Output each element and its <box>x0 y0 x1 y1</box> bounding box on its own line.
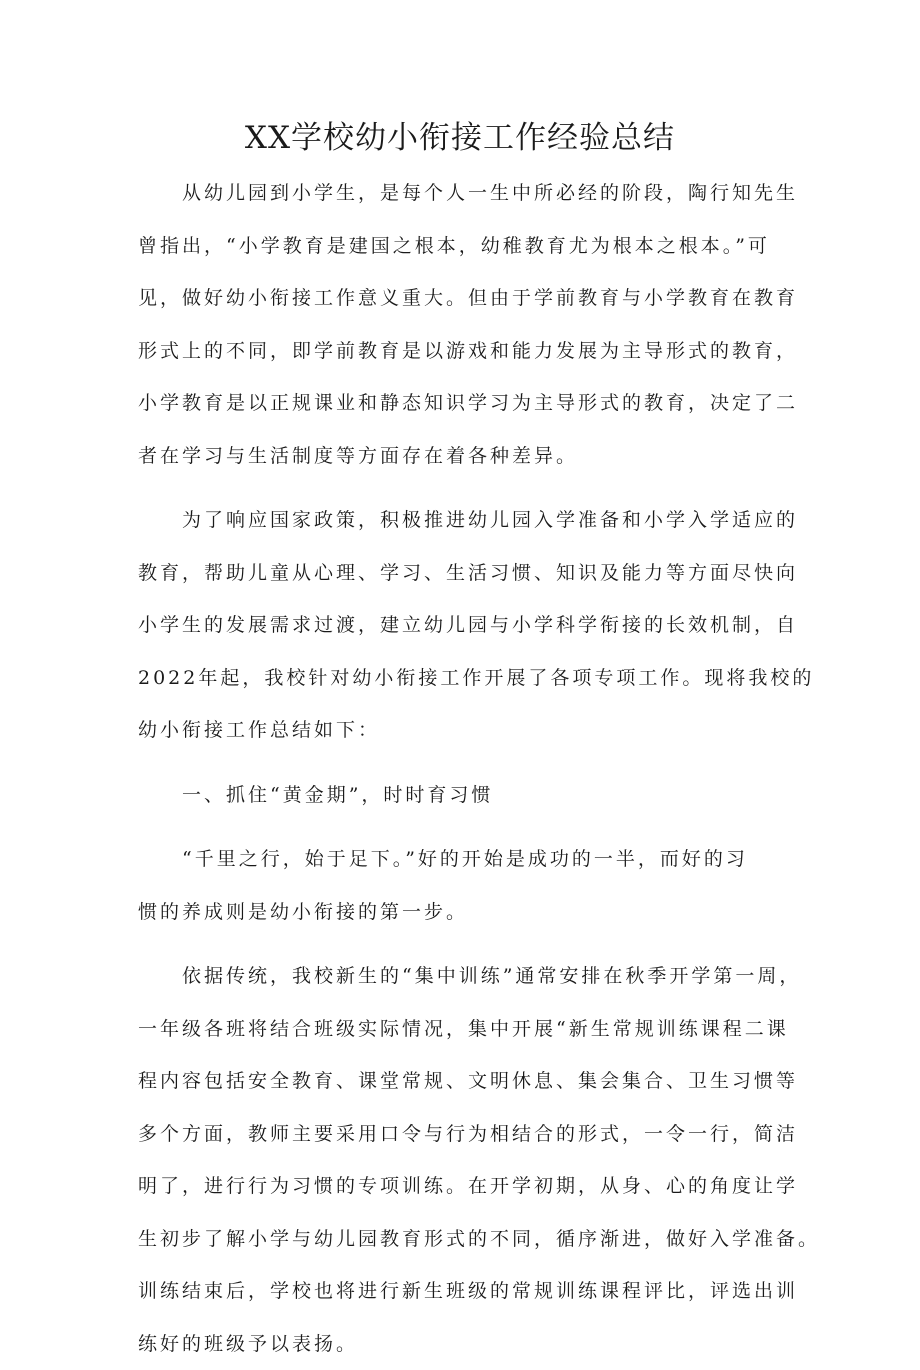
section-heading <box>138 769 798 822</box>
paragraph-3 <box>138 833 798 938</box>
heading-line: 一、抓住“黄金期”，时时育习惯 <box>138 769 798 822</box>
paragraph-gap <box>138 757 798 769</box>
text-line: 小学生的发展需求过渡，建立幼儿园与小学科学衔接的长效机制，自 <box>138 599 798 652</box>
paragraph-gap <box>138 482 798 494</box>
text-line: 程内容包括安全教育、课堂常规、文明休息、集会集合、卫生习惯等 <box>138 1055 798 1108</box>
text-line: 生初步了解小学与幼儿园教育形式的不同，循序渐进，做好入学准备。 <box>138 1213 798 1266</box>
text-line: 惯的养成则是幼小衔接的第一步。 <box>138 886 798 939</box>
text-line: 明了，进行行为习惯的专项训练。在开学初期，从身、心的角度让学 <box>138 1160 798 1213</box>
text-line: 从幼儿园到小学生，是每个人一生中所必经的阶段，陶行知先生 <box>138 167 798 220</box>
document-body <box>138 167 798 1370</box>
text-line: 多个方面，教师主要采用口令与行为相结合的形式，一令一行，简洁 <box>138 1108 798 1161</box>
text-line: 形式上的不同，即学前教育是以游戏和能力发展为主导形式的教育， <box>138 325 798 378</box>
text-line: 教育，帮助儿童从心理、学习、生活习惯、知识及能力等方面尽快向 <box>138 547 798 600</box>
text-line: “千里之行，始于足下。”好的开始是成功的一半，而好的习 <box>138 833 798 886</box>
text-line: 练好的班级予以表扬。 <box>138 1318 798 1370</box>
paragraph-2 <box>138 494 798 757</box>
text-line: 2022年起，我校针对幼小衔接工作开展了各项专项工作。现将我校的 <box>138 652 798 705</box>
paragraph-4 <box>138 950 798 1370</box>
text-line: 训练结束后，学校也将进行新生班级的常规训练课程评比，评选出训 <box>138 1265 798 1318</box>
text-line: 者在学习与生活制度等方面存在着各种差异。 <box>138 430 798 483</box>
document-title: XX学校幼小衔接工作经验总结 <box>0 112 920 164</box>
text-line: 曾指出，“小学教育是建国之根本，幼稚教育尤为根本之根本。”可 <box>138 220 798 273</box>
paragraph-1 <box>138 167 798 482</box>
paragraph-gap <box>138 821 798 833</box>
text-line: 依据传统，我校新生的“集中训练”通常安排在秋季开学第一周， <box>138 950 798 1003</box>
text-line: 一年级各班将结合班级实际情况，集中开展“新生常规训练课程二课 <box>138 1003 798 1056</box>
text-line: 为了响应国家政策，积极推进幼儿园入学准备和小学入学适应的 <box>138 494 798 547</box>
text-line: 见，做好幼小衔接工作意义重大。但由于学前教育与小学教育在教育 <box>138 272 798 325</box>
text-line: 小学教育是以正规课业和静态知识学习为主导形式的教育，决定了二 <box>138 377 798 430</box>
text-line: 幼小衔接工作总结如下： <box>138 704 798 757</box>
paragraph-gap <box>138 938 798 950</box>
